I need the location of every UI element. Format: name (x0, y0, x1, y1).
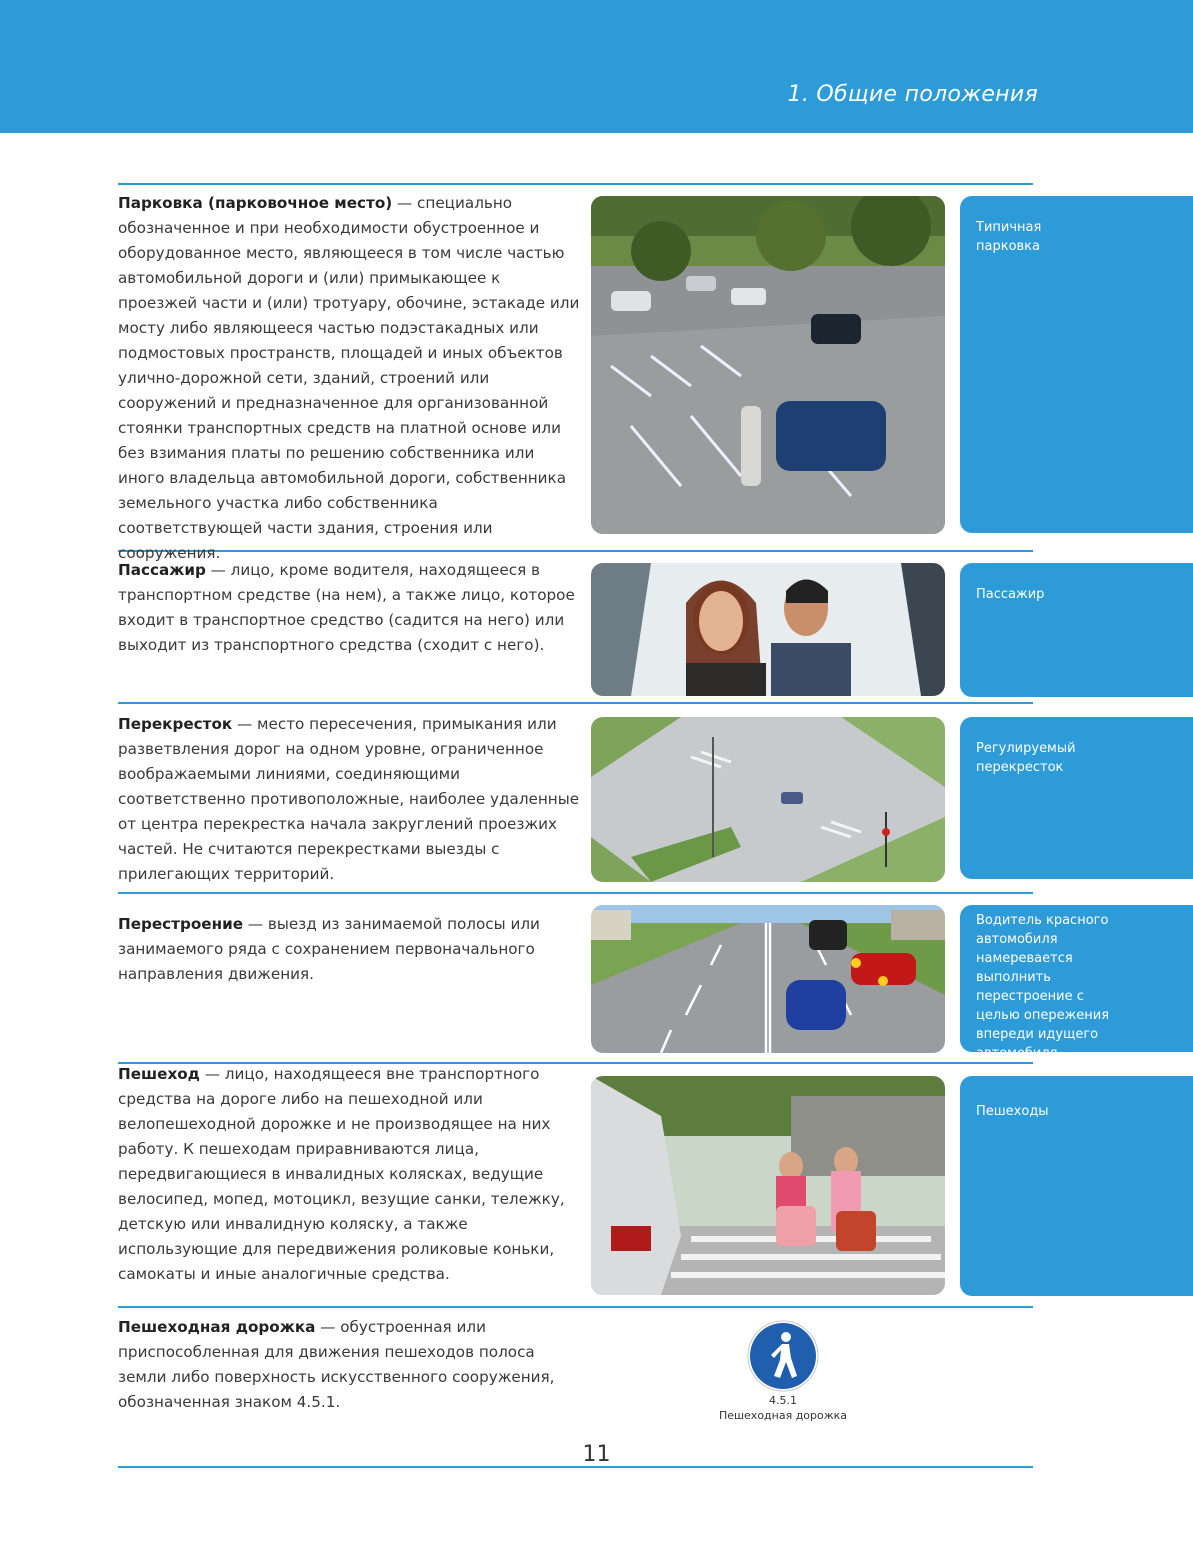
divider (118, 702, 1033, 704)
caption-text: Типичная парковка (976, 220, 1042, 254)
caption-text: Водитель красного автомобиля намеревается выполнить перестроение с целью опережения впереди идущего автомобиля (976, 913, 1110, 1061)
term: Пассажир (118, 561, 206, 579)
intersection-photo (591, 717, 945, 882)
caption-tab (960, 196, 1193, 533)
definition-text: — выезд из занимаемой полосы или занимаемого ряда с сохранением первоначального направления движения. (118, 915, 540, 983)
term: Пешеходная дорожка (118, 1318, 316, 1336)
definition-lane-change (118, 912, 580, 987)
passenger-photo (591, 563, 945, 696)
sign-number: 4.5.1 (769, 1394, 797, 1407)
definition-footpath (118, 1315, 580, 1415)
term: Парковка (парковочное место) (118, 194, 393, 212)
definition-text: — специально обозначенное и при необходимости обустроенное и оборудованное место, являющееся в том числе частью автомобильной дороги и (или) примыкающее к проезжей части и (или) тротуару, обочине, эстакаде или мосту либо являющееся частью подэстакадных или подмостовых пространств, площадей и иных объектов улично-дорожной сети, зданий, строений или сооружений и предназначенное для организованной стоянки транспортных средств на платной основе или без взимания платы по решению собственника или иного владельца автомобильной дороги, собственника земельного участка либо собственника соответствующей части здания, строения или сооружения. (118, 194, 580, 562)
definition-passenger (118, 558, 580, 658)
divider (118, 892, 1033, 894)
page-number: 11 (582, 1442, 611, 1467)
lane-change-photo (591, 905, 945, 1053)
definition-text: — обустроенная или приспособленная для движения пешеходов полоса земли либо поверхность искусственного сооружения, обозначенная знаком 4.5.1. (118, 1318, 555, 1411)
definition-intersection (118, 712, 580, 887)
caption-text: Пассажир (976, 587, 1045, 602)
parking-photo (591, 196, 945, 534)
caption-text: Регулируемый перекресток (976, 741, 1076, 775)
definition-parking (118, 191, 580, 566)
sign-name: Пешеходная дорожка (718, 1409, 848, 1422)
chapter-title: 1. Общие положения (787, 82, 1038, 107)
caption-tab (960, 1076, 1193, 1296)
definition-pedestrian (118, 1062, 580, 1287)
definition-text: — место пересечения, примыкания или разветвления дорог на одном уровне, ограниченное воображаемыми линиями, соединяющими соответственно противоположные, наиболее удаленные от центра перекрестка начала закруглений проезжих частей. Не считаются перекрестками выезды с прилегающих территорий. (118, 715, 580, 883)
term: Перекресток (118, 715, 233, 733)
definition-text: — лицо, кроме водителя, находящееся в транспортном средстве (на нем), а также лицо, которое входит в транспортное средство (садится на него) или выходит из транспортного средства (сходит с него). (118, 561, 575, 654)
divider (118, 1306, 1033, 1308)
caption-text: Пешеходы (976, 1104, 1049, 1119)
divider (118, 183, 1033, 185)
caption-tab (960, 563, 1193, 697)
definition-text: — лицо, находящееся вне транспортного средства на дороге либо на пешеходной или велопешеходной дорожке и не производящее на них работу. К пешеходам приравниваются лица, передвигающиеся в инвалидных колясках, ведущие велосипед, мопед, мотоцикл, везущие санки, тележку, детскую или инвалидную коляску, а также использующие для передвижения роликовые коньки, самокаты и иные аналогичные средства. (118, 1065, 565, 1283)
term: Перестроение (118, 915, 244, 933)
caption-tab (960, 905, 1193, 1061)
pedestrians-photo (591, 1076, 945, 1295)
term: Пешеход (118, 1065, 200, 1083)
pedestrian-path-sign-icon (747, 1320, 819, 1392)
caption-tab (960, 717, 1193, 879)
page-header (0, 0, 1193, 133)
